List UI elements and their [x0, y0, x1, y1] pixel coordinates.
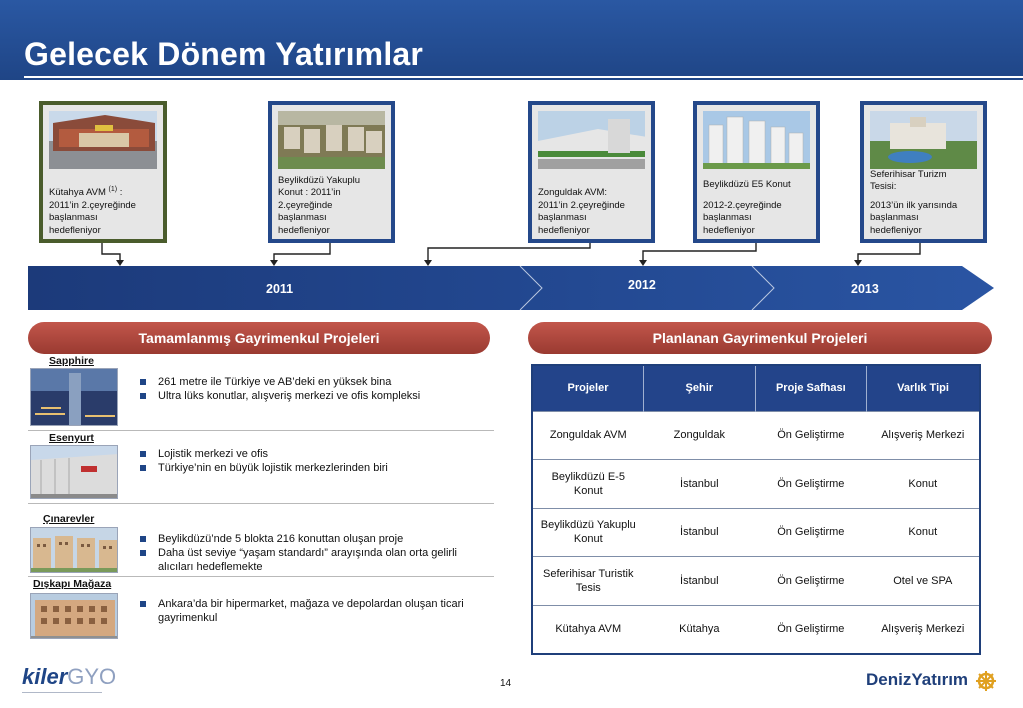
column-header: Proje Safhası [755, 365, 867, 411]
logo-underline [22, 692, 102, 693]
table-cell: Kütahya [644, 605, 756, 654]
kiler-gyo-logo [22, 664, 116, 693]
table-cell: Alışveriş Merkezi [867, 411, 980, 460]
card-text: Seferihisar Turizm Tesisi: 2013’ün ilk yarısında başlanması hedefleniyor [870, 168, 958, 236]
table-cell: Konut [867, 508, 980, 557]
diskapi-photo [30, 593, 118, 639]
column-header: Varlık Tipi [867, 365, 980, 411]
table-cell: Ön Geliştirme [755, 460, 867, 509]
cinarevler-photo [30, 527, 118, 573]
card-text: Kütahya AVM $^{(1)}$ : 2011’in 2.çeyreğinde başlanması hedefleniyor [49, 185, 136, 236]
table-cell: Kütahya AVM [532, 605, 644, 654]
table-cell: Beylikdüzü E-5 Konut [532, 460, 644, 509]
year-2012: 2012 [628, 278, 656, 292]
timeline-bar [28, 266, 994, 310]
list-item: 261 metre ile Türkiye ve AB’deki en yüksek bina [138, 375, 488, 389]
divider [28, 430, 494, 431]
project-name-sapphire: Sapphire [49, 355, 94, 367]
planned-projects-table [531, 364, 981, 655]
denizyatirim-logo [866, 670, 997, 692]
card-text: Zonguldak AVM: 2011’in 2.çeyreğinde başlanması hedefleniyor [538, 187, 625, 236]
table-cell: Alışveriş Merkezi [867, 605, 980, 654]
table-header-row [532, 365, 980, 411]
table-row [532, 557, 980, 606]
table-cell: Zonguldak AVM [532, 411, 644, 460]
timeline-connectors [0, 0, 1023, 270]
table-cell: Ön Geliştirme [755, 508, 867, 557]
planned-projects-heading: Planlanan Gayrimenkul Projeleri [528, 322, 992, 354]
table-cell: Ön Geliştirme [755, 411, 867, 460]
table-cell: Beylikdüzü Yakuplu Konut [532, 508, 644, 557]
list-item: Beylikdüzü’nde 5 blokta 216 konuttan oluşan proje [138, 532, 488, 546]
list-item: Ultra lüks konutlar, alışveriş merkezi ve ofis kompleksi [138, 389, 488, 403]
table-row [532, 411, 980, 460]
sapphire-bullets [138, 375, 488, 403]
column-header: Şehir [644, 365, 756, 411]
cinarevler-bullets [138, 532, 488, 574]
project-name-esenyurt: Esenyurt [49, 432, 94, 444]
table-cell: İstanbul [644, 460, 756, 509]
logo-text: kiler [22, 664, 68, 689]
list-item: Lojistik merkezi ve ofis [138, 447, 488, 461]
esenyurt-photo [30, 445, 118, 499]
table-cell: İstanbul [644, 557, 756, 606]
table-cell: Ön Geliştirme [755, 605, 867, 654]
diskapi-bullets [138, 597, 488, 625]
table-cell: Ön Geliştirme [755, 557, 867, 606]
logo-text: DenizYatırım [866, 670, 969, 690]
divider [28, 503, 494, 504]
year-2011: 2011 [266, 282, 294, 296]
list-item: Daha üst seviye “yaşam standardı” arayışında olan orta gelirli alıcıları hedeflemekte [138, 546, 488, 574]
table-row [532, 605, 980, 654]
table-cell: Zonguldak [644, 411, 756, 460]
table-cell: İstanbul [644, 508, 756, 557]
project-name-cinarevler: Çınarevler [43, 513, 95, 525]
completed-projects-heading: Tamamlanmış Gayrimenkul Projeleri [28, 322, 490, 354]
table-row [532, 460, 980, 509]
table-cell: Seferihisar Turistik Tesis [532, 557, 644, 606]
table-row [532, 508, 980, 557]
card-text: Beylikdüzü E5 Konut 2012-2.çeyreğinde başlanması hedefleniyor [703, 179, 791, 236]
table-cell: Otel ve SPA [867, 557, 980, 606]
page-number: 14 [500, 678, 512, 689]
project-name-diskapi: Dışkapı Mağaza [33, 578, 112, 590]
list-item: Ankara’da bir hipermarket, mağaza ve depolardan oluşan ticari gayrimenkul [138, 597, 488, 625]
logo-text-suffix: GYO [67, 664, 117, 689]
divider [28, 576, 494, 577]
year-2013: 2013 [851, 282, 879, 296]
esenyurt-bullets [138, 447, 488, 475]
card-text: Beylikdüzü Yakuplu Konut : 2011’in 2.çeyreğinde başlanması hedefleniyor [278, 174, 361, 236]
slide-title: Gelecek Dönem Yatırımlar [24, 36, 424, 72]
ship-wheel-icon [975, 670, 997, 692]
column-header: Projeler [532, 365, 644, 411]
sapphire-photo [30, 368, 118, 426]
table-cell: Konut [867, 460, 980, 509]
list-item: Türkiye’nin en büyük lojistik merkezlerinden biri [138, 461, 488, 475]
